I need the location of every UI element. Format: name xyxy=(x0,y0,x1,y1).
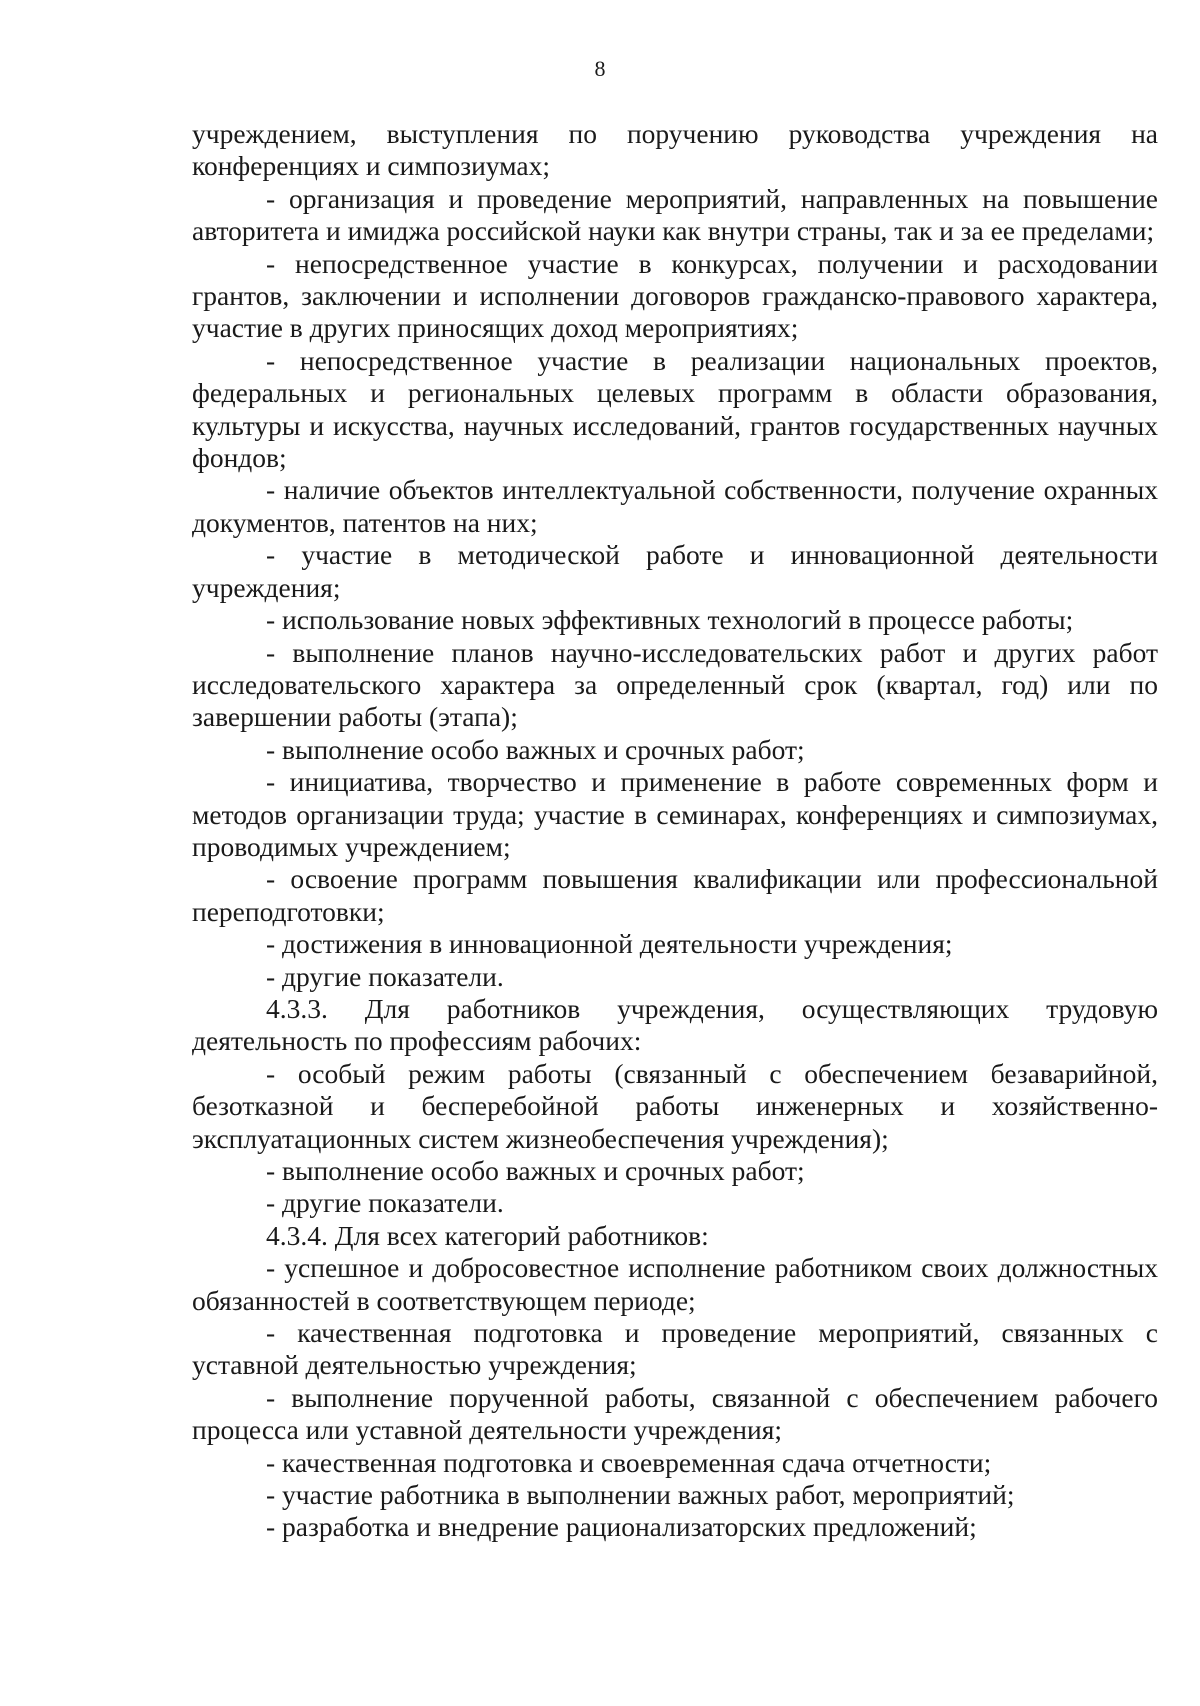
page-number: 8 xyxy=(594,56,606,81)
list-item: - другие показатели. xyxy=(266,960,504,992)
list-item: - инициатива, творчество и применение в работе современных форм и методов организации труда; участие в семинарах, конференциях и симпозиумах, проводимых учреждением; xyxy=(192,766,1158,862)
list-item: - организация и проведение мероприятий, направленных на повышение авторитета и имиджа российской науки как внутри страны, так и за ее пределами; xyxy=(192,182,1158,247)
section-heading-4-3-4: 4.3.4. Для всех категорий работников: xyxy=(266,1219,709,1251)
list-item: - наличие объектов интеллектуальной собственности, получение охранных документов, патентов на них; xyxy=(192,474,1158,538)
list-item: - успешное и добросовестное исполнение работником своих должностных обязанностей в соответствующем периоде; xyxy=(192,1252,1158,1316)
list-item: - качественная подготовка и своевременная сдача отчетности; xyxy=(266,1446,992,1478)
list-item: - особый режим работы (связанный с обеспечением безаварийной, безотказной и бесперебойной работы инженерных и хозяйственно-эксплуатационных систем жизнеобеспечения учреждения); xyxy=(192,1057,1158,1154)
list-item: - выполнение особо важных и срочных работ; xyxy=(266,1155,805,1186)
document-body xyxy=(192,118,1158,1544)
list-item: - качественная подготовка и проведение мероприятий, связанных с уставной деятельностью учреждения; xyxy=(192,1317,1158,1381)
list-item: - выполнение особо важных и срочных работ; xyxy=(266,733,805,765)
list-item: - непосредственное участие в реализации национальных проектов, федеральных и региональных целевых программ в области образования, культуры и искусства, научных исследований, грантов государственных научных фондов; xyxy=(192,344,1158,474)
list-item: - освоение программ повышения квалификации или профессиональной переподготовки; xyxy=(192,863,1158,927)
list-item: - участие в методической работе и инновационной деятельности учреждения; xyxy=(192,539,1158,603)
list-item: - непосредственное участие в конкурсах, получении и расходовании грантов, заключении и исполнении договоров гражданско-правового характера, участие в других приносящих доход мероприятиях; xyxy=(192,247,1158,344)
list-item: - достижения в инновационной деятельности учреждения; xyxy=(266,928,953,960)
section-heading-4-3-3: 4.3.3. Для работников учреждения, осуществляющих трудовую деятельность по профессиям рабочих: xyxy=(192,992,1158,1057)
list-item: - выполнение планов научно-исследовательских работ и других работ исследовательского характера за определенный срок (квартал, год) или по завершении работы (этапа); xyxy=(192,636,1158,733)
list-item: - выполнение порученной работы, связанной с обеспечением рабочего процесса или уставной деятельности учреждения; xyxy=(192,1381,1158,1446)
list-item: - другие показатели. xyxy=(266,1187,504,1219)
list-item: - использование новых эффективных технологий в процессе работы; xyxy=(266,604,1074,636)
list-item: - участие работника в выполнении важных работ, мероприятий; xyxy=(266,1479,1015,1511)
list-item: - разработка и внедрение рационализаторских предложений; xyxy=(266,1511,977,1543)
paragraph-continuation: учреждением, выступления по поручению руководства учреждения на конференциях и симпозиумах; xyxy=(192,118,1158,182)
